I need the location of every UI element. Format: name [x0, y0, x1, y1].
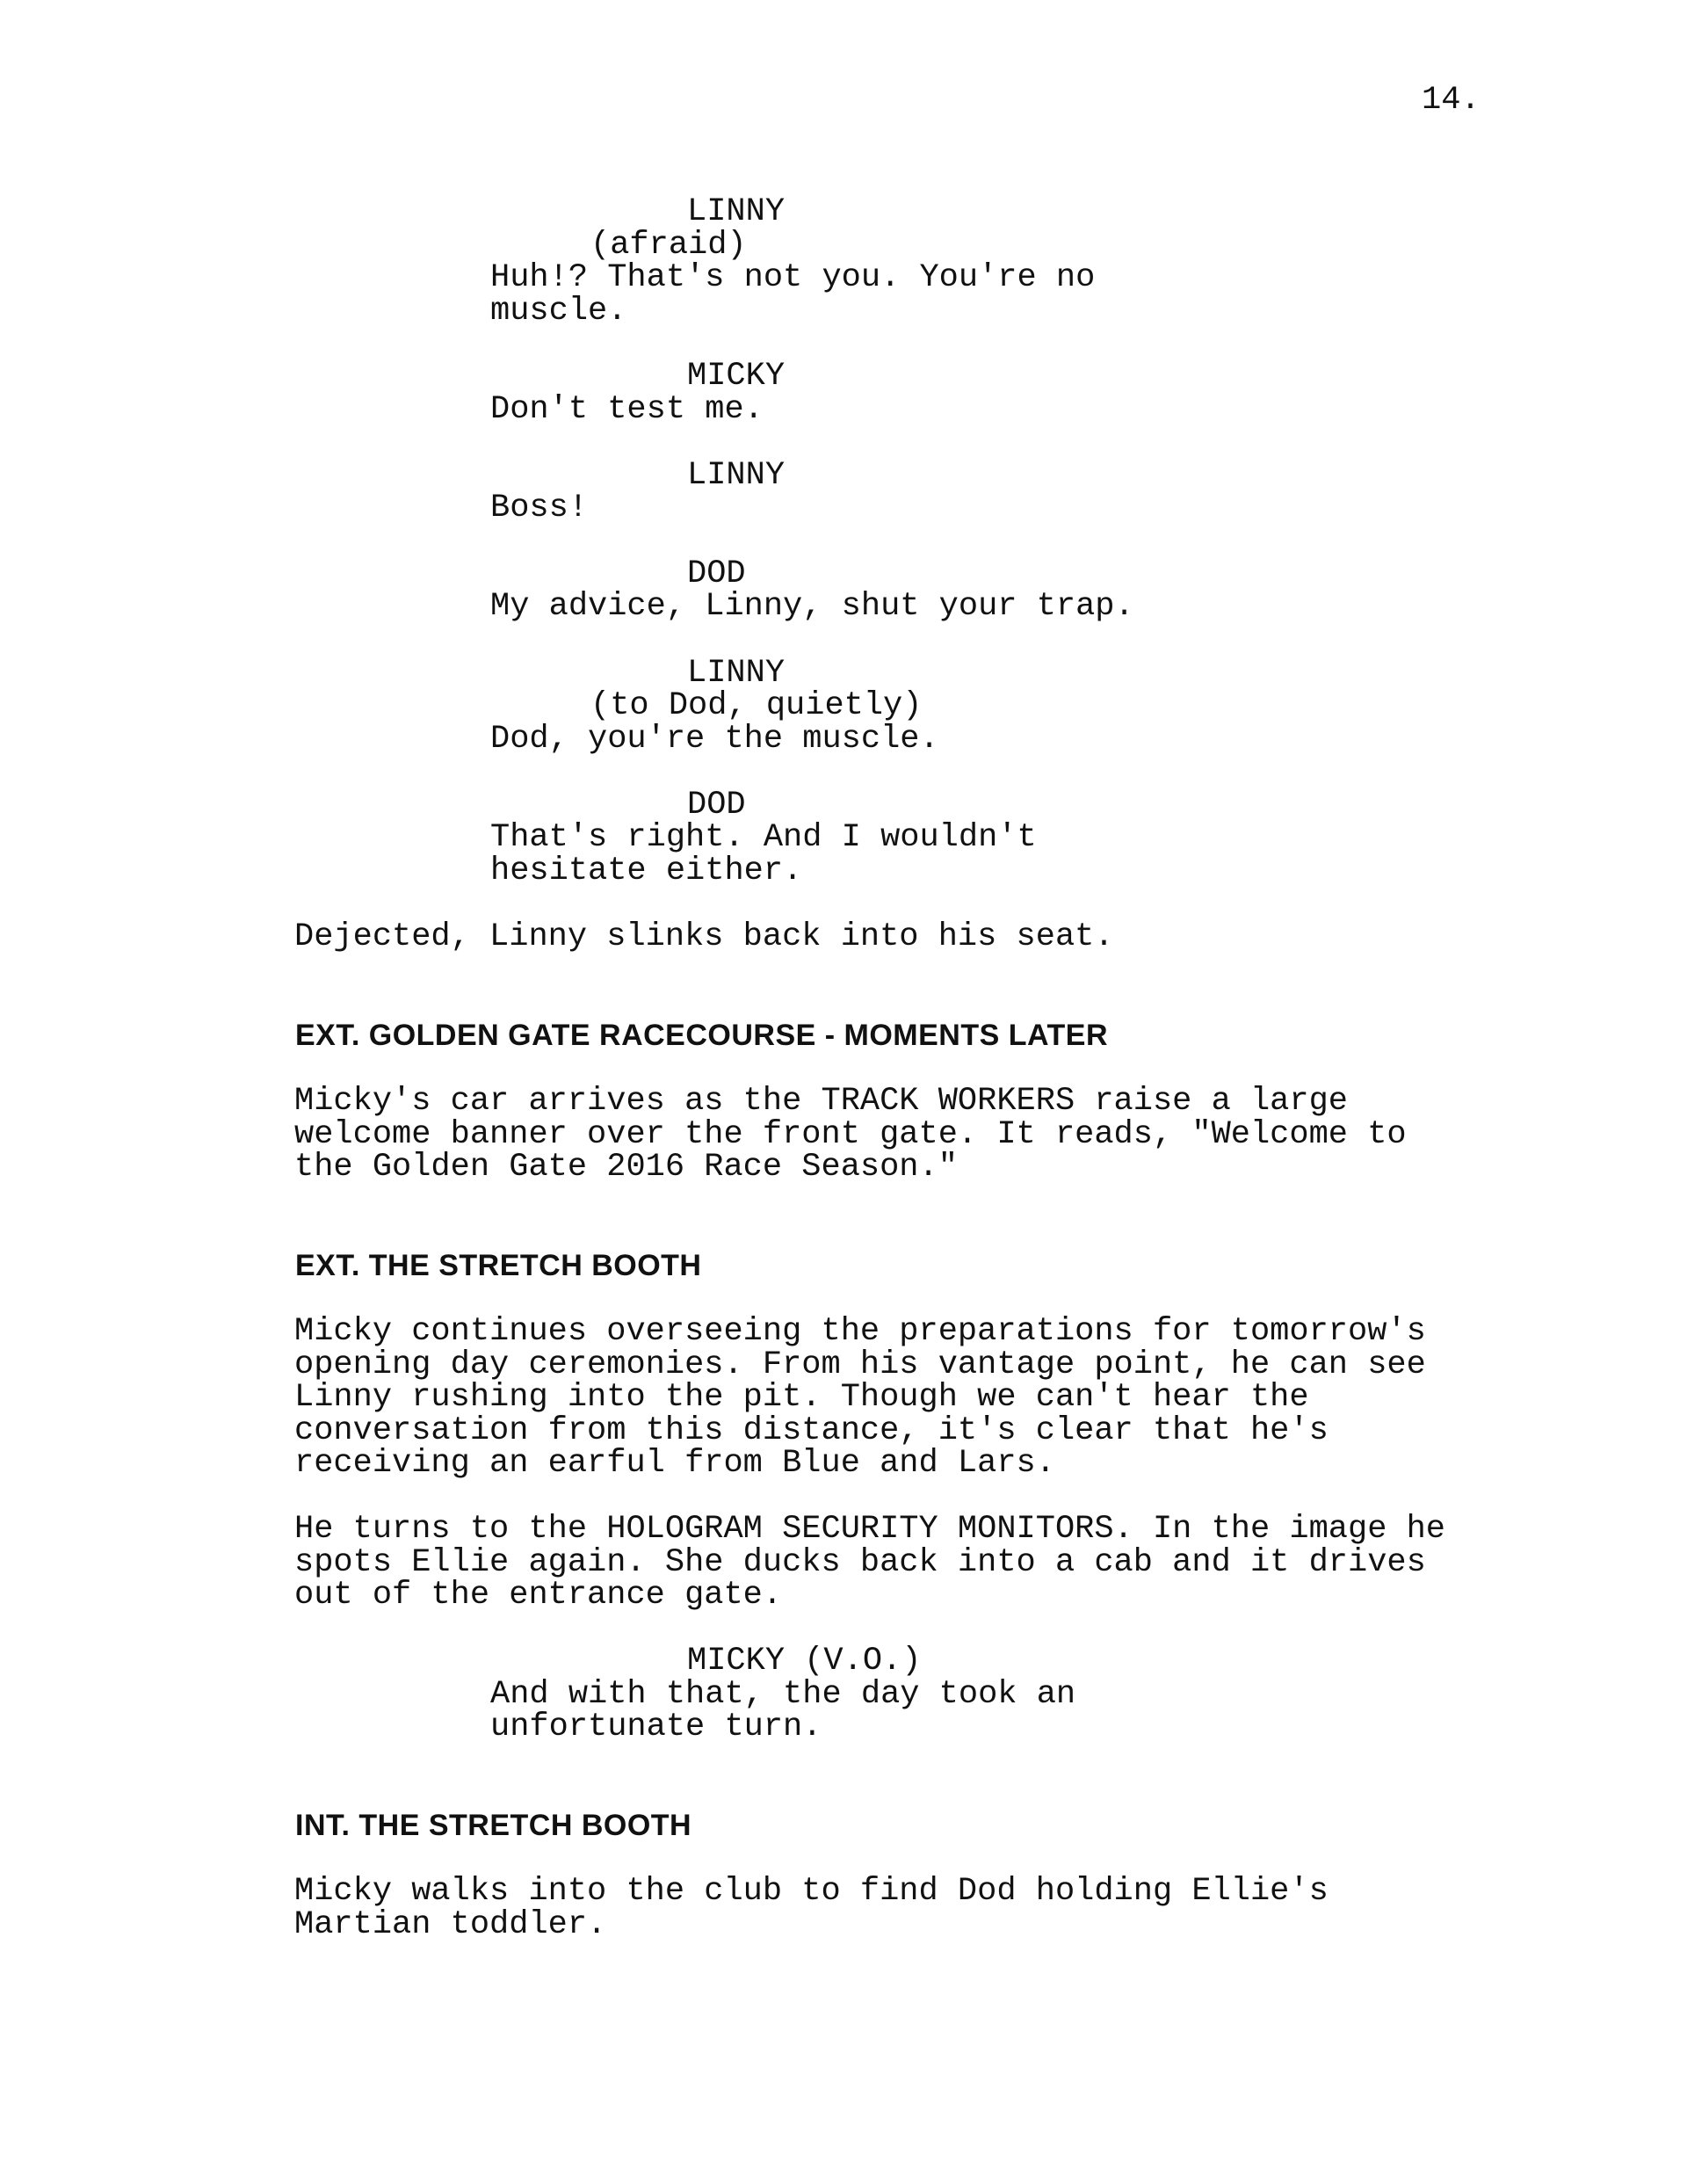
action-line: Micky's car arrives as the TRACK WORKERS raise a large: [294, 1083, 1348, 1120]
action-line: the Golden Gate 2016 Race Season.": [294, 1149, 958, 1186]
action-line: opening day ceremonies. From his vantage point, he can see: [294, 1346, 1426, 1383]
action-line: Dejected, Linny slinks back into his seat.: [294, 918, 1114, 955]
dialogue-line: My advice, Linny, shut your trap.: [490, 588, 1134, 625]
dialogue-line: Huh!? That's not you. You're no: [490, 259, 1096, 296]
action-line: Linny rushing into the pit. Though we can't hear the: [294, 1379, 1309, 1416]
character-cue: MICKY: [687, 358, 786, 395]
dialogue-line: unfortunate turn.: [490, 1709, 822, 1745]
scene-heading: INT. THE STRETCH BOOTH: [295, 1809, 692, 1842]
parenthetical: (afraid): [590, 227, 747, 264]
scene-heading: EXT. GOLDEN GATE RACECOURSE - MOMENTS LATER: [295, 1019, 1109, 1052]
dialogue-line: Don't test me.: [490, 391, 764, 428]
dialogue-line: hesitate either.: [490, 853, 803, 889]
dialogue-line: Boss!: [490, 490, 589, 526]
character-cue: LINNY: [687, 655, 786, 692]
action-line: He turns to the HOLOGRAM SECURITY MONITORS. In the image he: [294, 1511, 1446, 1548]
action-line: out of the entrance gate.: [294, 1577, 783, 1614]
action-line: Martian toddler.: [294, 1906, 607, 1943]
character-cue: MICKY (V.O.): [687, 1643, 922, 1680]
action-line: welcome banner over the front gate. It reads, "Welcome to: [294, 1116, 1407, 1153]
parenthetical: (to Dod, quietly): [590, 687, 923, 724]
dialogue-line: muscle.: [490, 293, 627, 330]
action-line: receiving an earful from Blue and Lars.: [294, 1445, 1055, 1482]
action-line: conversation from this distance, it's clear that he's: [294, 1412, 1329, 1449]
page-number: 14.: [1422, 82, 1481, 119]
action-line: Micky continues overseeing the preparations for tomorrow's: [294, 1313, 1426, 1350]
character-cue: DOD: [687, 555, 746, 592]
character-cue: DOD: [687, 787, 746, 824]
dialogue-line: And with that, the day took an: [490, 1676, 1076, 1713]
scene-heading: EXT. THE STRETCH BOOTH: [295, 1249, 702, 1282]
dialogue-line: That's right. And I wouldn't: [490, 819, 1037, 856]
action-line: spots Ellie again. She ducks back into a cab and it drives: [294, 1544, 1426, 1581]
action-line: Micky walks into the club to find Dod holding Ellie's: [294, 1873, 1329, 1910]
character-cue: LINNY: [687, 457, 786, 494]
dialogue-line: Dod, you're the muscle.: [490, 721, 939, 758]
character-cue: LINNY: [687, 193, 786, 230]
